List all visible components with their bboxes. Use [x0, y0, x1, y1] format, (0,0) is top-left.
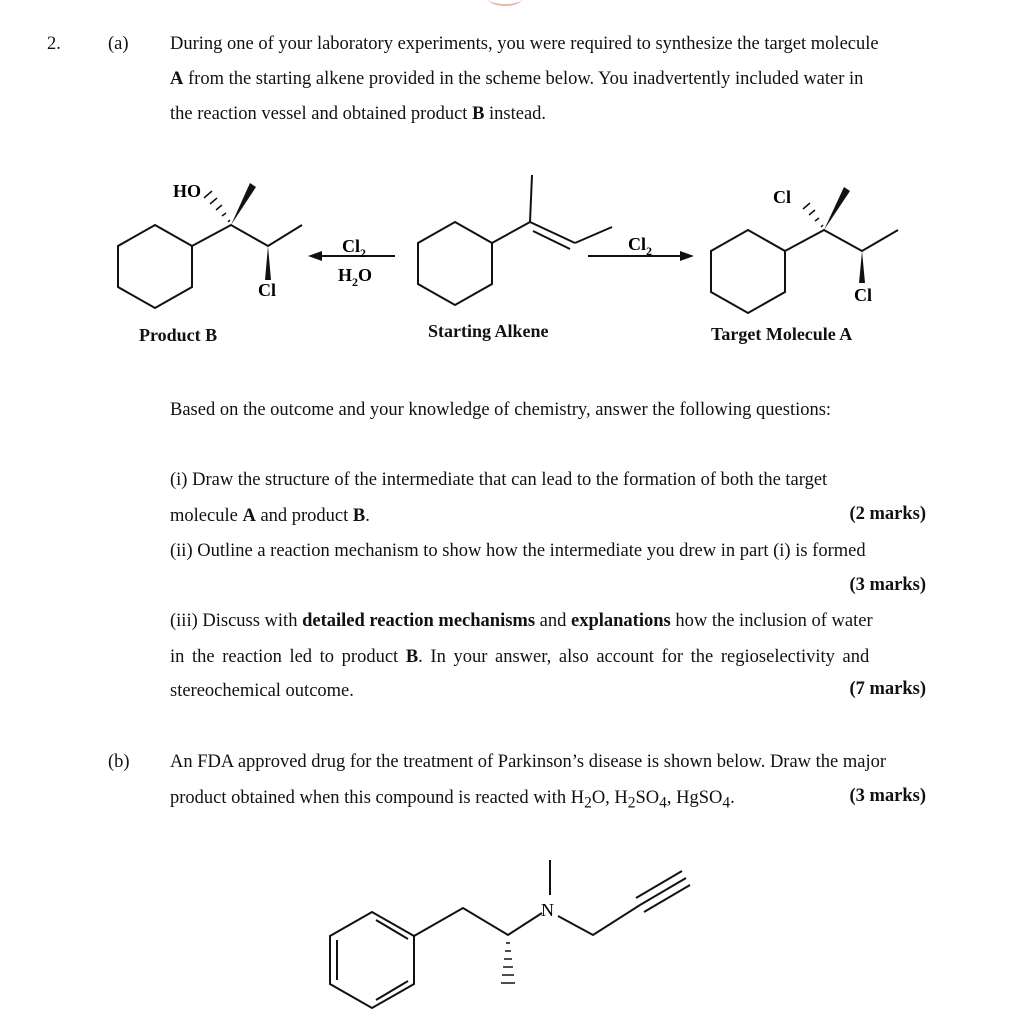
- product-b-label: Product B: [139, 325, 218, 345]
- q1-line-1: (i) Draw the structure of the intermediate that can lead to the formation of both the target: [170, 470, 828, 490]
- product-b-ring: [118, 225, 192, 308]
- q3-line-2: [170, 645, 965, 669]
- reagent-cl2-left: $Cl_2$: [342, 236, 366, 260]
- sub-4b: 4: [722, 794, 731, 812]
- alkene-chain: [492, 175, 532, 243]
- benzene-ring: [330, 912, 414, 1008]
- q2-marks: (3 marks): [849, 575, 926, 595]
- target-methyl-wedge: [824, 187, 850, 230]
- reagent-cl2-right: $Cl_2$: [628, 234, 652, 258]
- q3-line-2-end: . In your answer, also account for the regioselectivity and: [418, 647, 870, 667]
- q3-bold-explanations: explanations: [571, 611, 671, 631]
- q3-line-1-text: (iii) Discuss with: [170, 611, 303, 631]
- drug-n-label: N: [541, 900, 554, 920]
- starting-alkene-label: Starting Alkene: [428, 321, 549, 341]
- intro-product-b: B: [472, 104, 485, 124]
- part-b-marks: (3 marks): [849, 786, 926, 806]
- product-b-cl-wedge: [265, 246, 271, 280]
- intro-line-3-end: instead.: [484, 104, 547, 124]
- target-molecule-label: Target Molecule A: [711, 324, 853, 344]
- alkene-double-bond-2: [533, 231, 570, 249]
- arrowhead-right: [680, 251, 694, 261]
- product-b-cl: Cl: [258, 280, 276, 300]
- intro-line-2-text: from the starting alkene provided in the scheme below. You inadvertently included water in: [183, 69, 864, 89]
- part-b-so: SO: [635, 788, 660, 808]
- part-b-o-h: O, H: [591, 788, 628, 808]
- q1-product-b: B: [352, 506, 366, 526]
- q1-line-2-text: molecule: [170, 506, 243, 526]
- part-a-label: (a): [108, 34, 129, 54]
- intro-line-1-text: During one of your laboratory experiments, you were required to synthesize the target molecule: [170, 34, 879, 54]
- q3-bold-mechanisms: detailed reaction mechanisms: [302, 611, 536, 631]
- drug-chain: [414, 908, 542, 936]
- q3-line-1-mid: and: [535, 611, 571, 631]
- target-cl-hash: [803, 203, 823, 227]
- based-on-text: Based on the outcome and your knowledge of chemistry, answer the following questions:: [170, 400, 832, 420]
- q1-line-2-mid: and product: [255, 506, 353, 526]
- intro-molecule-a: A: [170, 69, 184, 89]
- target-cl-wedge: [859, 251, 865, 283]
- q3-line-1-end: how the inclusion of water: [670, 611, 873, 631]
- sub-2a: 2: [584, 794, 592, 812]
- product-b-chain: [192, 225, 302, 246]
- product-b-ho-hash: [204, 191, 230, 222]
- alkene-chain-end: [575, 227, 612, 243]
- target-cl-top: Cl: [773, 187, 791, 207]
- propargyl-chain: [558, 905, 640, 935]
- q3-product-b: B: [405, 647, 419, 667]
- q3-line-2-text: in the reaction led to product: [170, 647, 406, 667]
- target-ring: [711, 230, 785, 313]
- q3-marks: (7 marks): [849, 679, 926, 699]
- part-b-hgso: , HgSO: [666, 788, 723, 808]
- intro-line-3-text: the reaction vessel and obtained product: [170, 104, 473, 124]
- part-b-label: (b): [108, 752, 130, 772]
- product-b-ho: HO: [173, 181, 202, 201]
- drug-structure: [330, 860, 690, 1008]
- part-b-line-2-text: product obtained when this compound is reacted with H: [170, 788, 585, 808]
- target-chain: [785, 230, 898, 251]
- drug-methyl-hash: [501, 943, 515, 983]
- alkene-ring: [418, 222, 492, 305]
- q3-line-3: stereochemical outcome.: [170, 681, 354, 701]
- sub-4a: 4: [659, 794, 667, 812]
- q1-line-2: [170, 504, 927, 528]
- question-number: 2.: [47, 34, 61, 54]
- product-b-methyl-wedge: [231, 183, 256, 225]
- q1-molecule-a: A: [242, 506, 256, 526]
- target-cl-bottom: Cl: [854, 285, 872, 305]
- sub-2b: 2: [627, 794, 636, 812]
- part-b-line-2-end: .: [730, 788, 735, 808]
- arrowhead-left: [308, 251, 322, 261]
- part-b-line-2: [170, 786, 927, 816]
- q1-line-2-end: .: [365, 506, 370, 526]
- q3-line-1: [170, 609, 965, 633]
- q1-marks: (2 marks): [849, 504, 926, 524]
- part-b-line-1: An FDA approved drug for the treatment of Parkinson’s disease is shown below. Draw the major: [170, 752, 887, 772]
- q2-line-1: (ii) Outline a reaction mechanism to show how the intermediate you drew in part (i) is formed: [170, 541, 866, 561]
- reagent-h2o: $H_2O$: [338, 265, 373, 289]
